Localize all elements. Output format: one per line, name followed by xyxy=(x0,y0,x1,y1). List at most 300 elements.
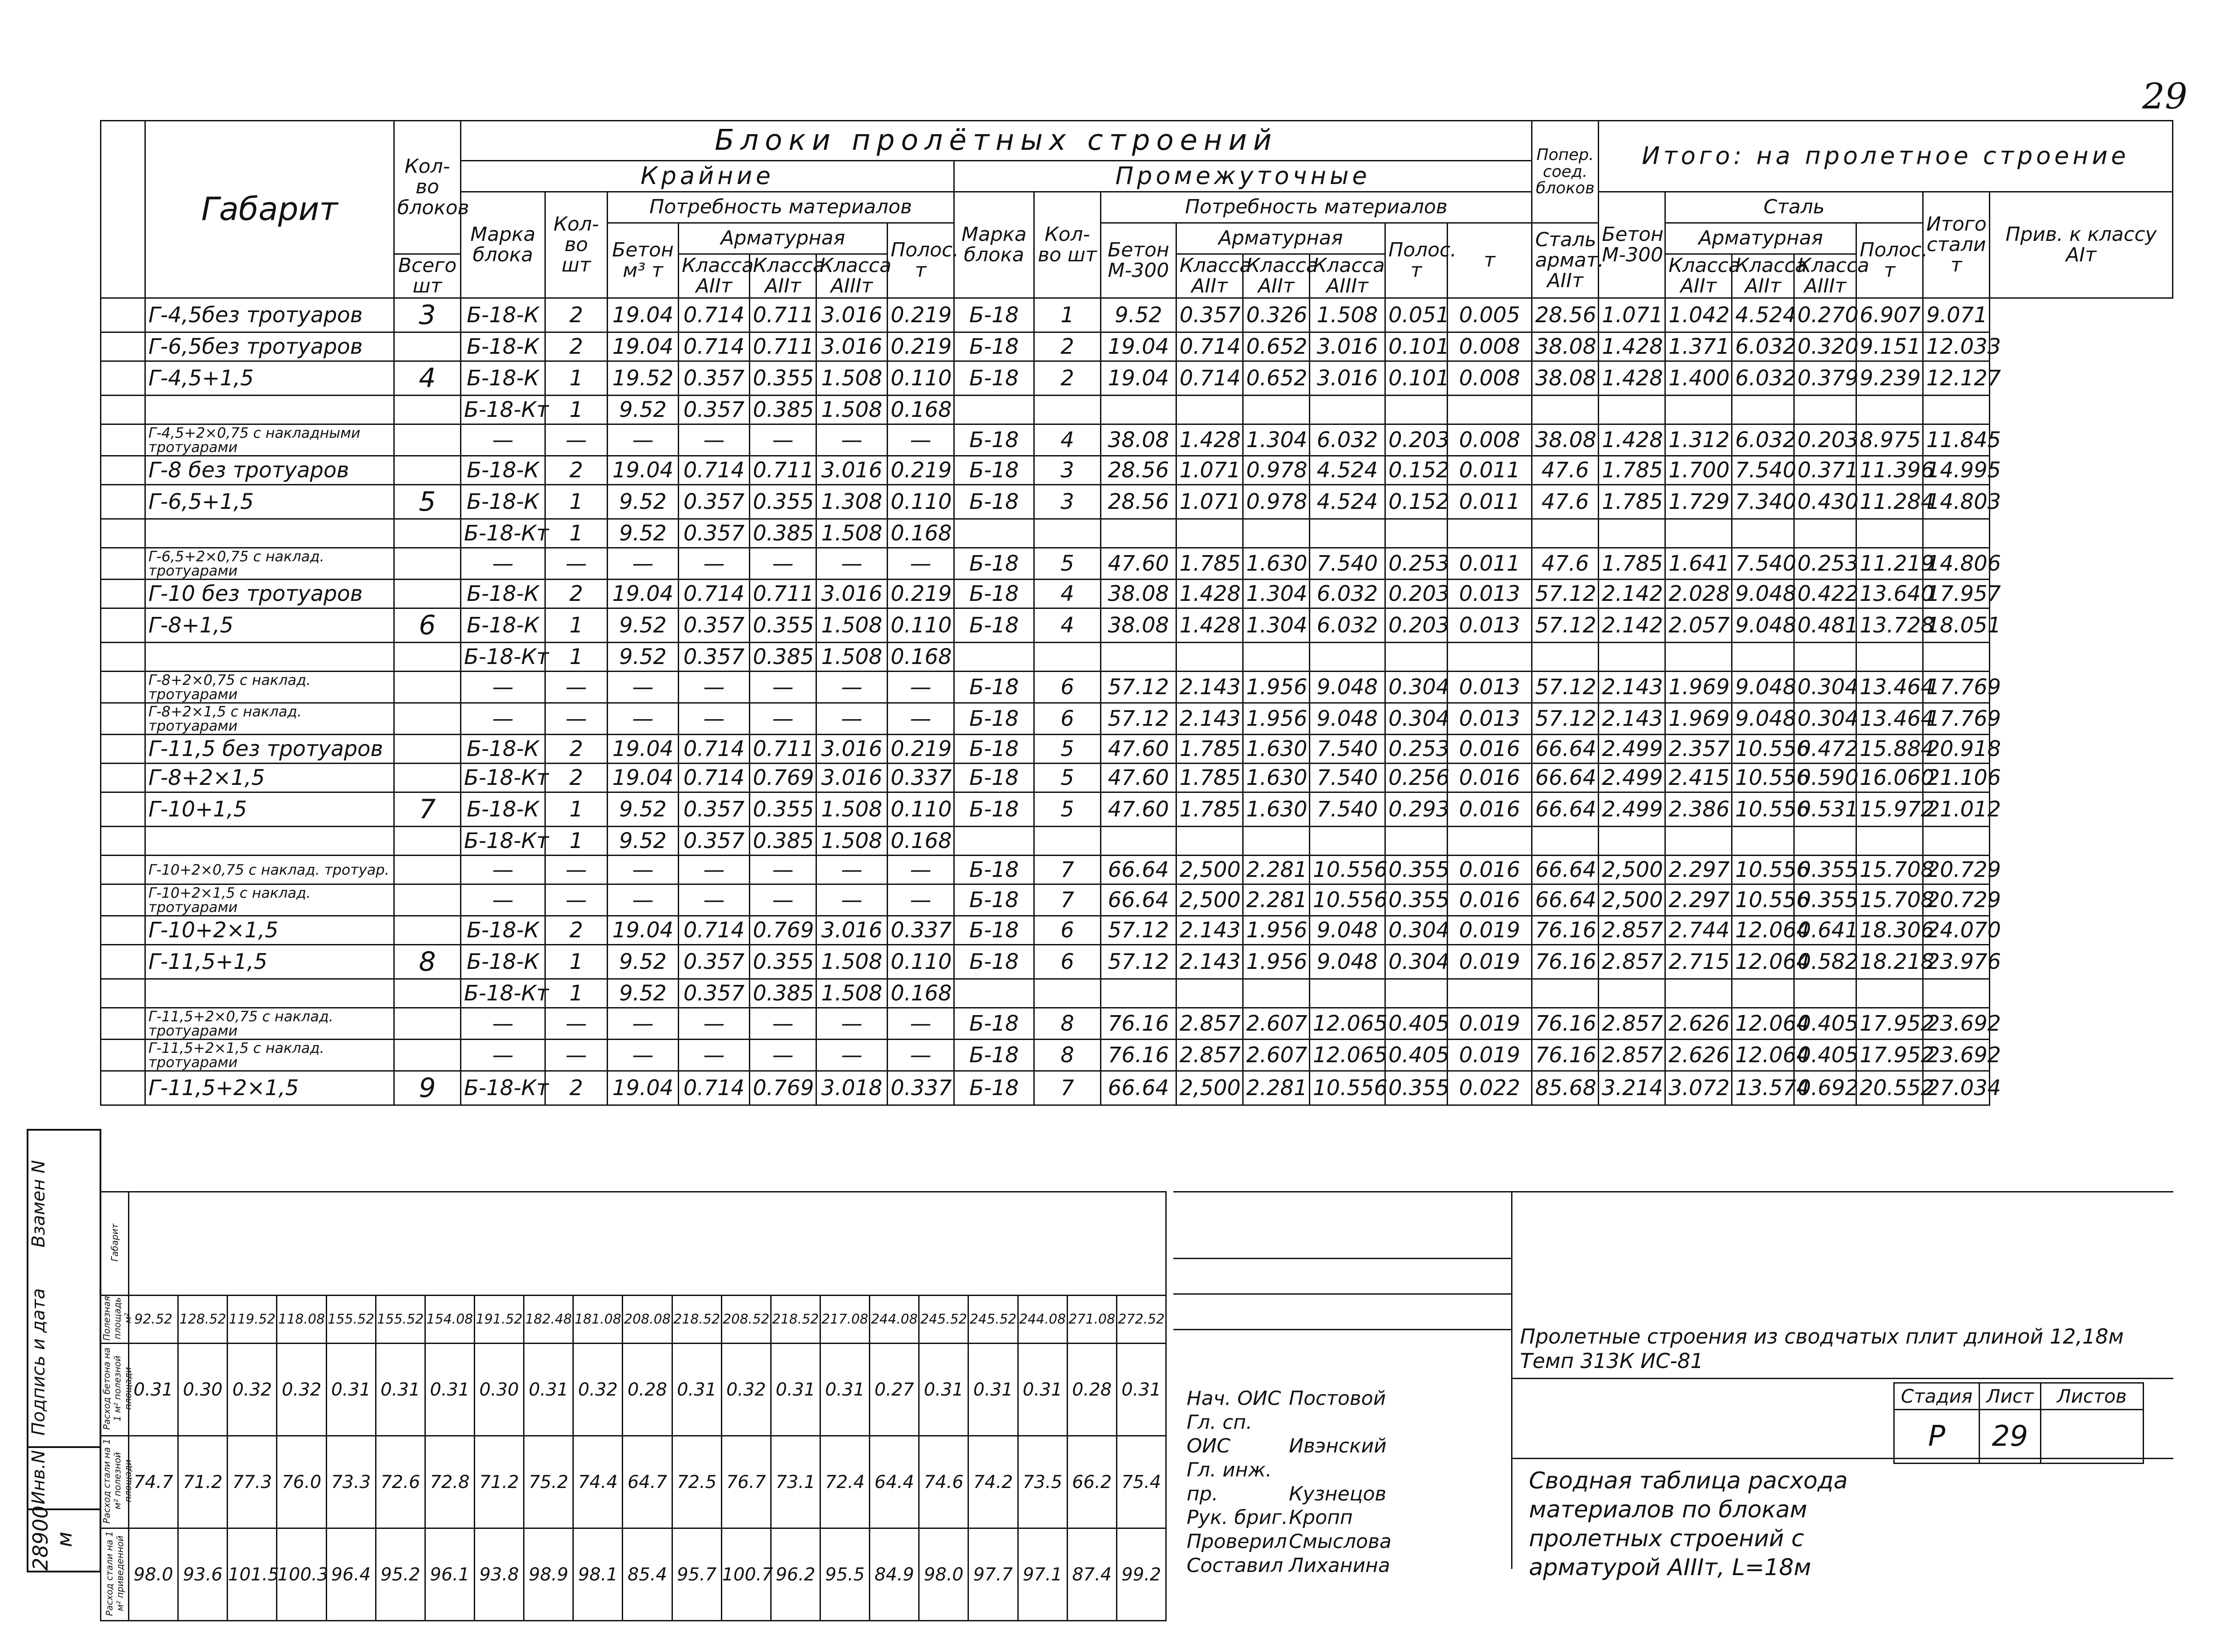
cell-c3: 3.016 xyxy=(1310,332,1385,361)
cell-s1: 2.142 xyxy=(1599,580,1665,608)
cell-b: 19.04 xyxy=(608,298,679,332)
stage-value: Р xyxy=(1894,1410,1980,1464)
cell-q: 1 xyxy=(545,485,608,519)
cell-a3: — xyxy=(816,672,888,703)
cell-tb: 85.68 xyxy=(1532,1071,1599,1105)
gabarit-cell xyxy=(145,643,394,672)
cell-tb: 66.64 xyxy=(1532,764,1599,792)
gabarit-cell: Г-10+2×1,5 с наклад. тротуарами xyxy=(145,884,394,916)
gabarit-cell: Г-4,5+2×0,75 с накладными тротуарами xyxy=(145,424,394,456)
summary-area-cell: 118.08 xyxy=(277,1296,326,1344)
cell-st: 18.218 xyxy=(1856,945,1923,979)
signature-role: Гл. инж. пр. xyxy=(1187,1459,1272,1505)
summary-steel-cell: 72.6 xyxy=(376,1436,425,1528)
cell-n xyxy=(394,916,461,945)
summary-concrete-cell: 0.32 xyxy=(277,1344,326,1436)
cell-p2: 0.253 xyxy=(1385,735,1448,764)
cell-sp xyxy=(1794,519,1856,548)
cell-s3 xyxy=(1732,643,1794,672)
page-number: 29 xyxy=(2142,76,2188,117)
cell-q2 xyxy=(1034,979,1101,1008)
edge-material-need-header: Потребность материалов xyxy=(608,192,954,223)
cell-tb: 57.12 xyxy=(1532,608,1599,643)
cell-a3: — xyxy=(816,884,888,916)
cell-m2: Б-18 xyxy=(954,332,1034,361)
row-number-cell xyxy=(101,361,145,396)
summary-area-cell: 217.08 xyxy=(820,1296,869,1344)
cell-st: 16.060 xyxy=(1856,764,1923,792)
cell-b: — xyxy=(608,856,679,884)
cell-a1: 0.714 xyxy=(679,916,750,945)
signature-role: Нач. ОИС xyxy=(1187,1387,1281,1410)
table-row xyxy=(101,1008,2173,1040)
qty-pcs2-header: Кол-во шт xyxy=(1034,192,1101,298)
cell-s3: 7.540 xyxy=(1732,456,1794,485)
cell-a1: 0.357 xyxy=(679,608,750,643)
cell-s2: 1.641 xyxy=(1665,548,1732,580)
cell-c1: 1.428 xyxy=(1176,580,1243,608)
summary-reduced-cell: 101.5 xyxy=(228,1528,277,1621)
summary-table xyxy=(100,1191,1167,1621)
cell-t: 0.008 xyxy=(1448,361,1532,396)
cell-mk: — xyxy=(461,424,545,456)
row-number-cell xyxy=(101,979,145,1008)
cell-tb xyxy=(1532,979,1599,1008)
cell-s1 xyxy=(1599,979,1665,1008)
cell-st: 11.219 xyxy=(1856,548,1923,580)
cell-p2: 0.253 xyxy=(1385,548,1448,580)
cell-q2: 5 xyxy=(1034,792,1101,827)
cell-q2: 6 xyxy=(1034,703,1101,735)
cell-sp: 0.253 xyxy=(1794,548,1856,580)
cell-q: 2 xyxy=(545,332,608,361)
cell-t: 0.019 xyxy=(1448,916,1532,945)
cell-m2: Б-18 xyxy=(954,1071,1034,1105)
table-row xyxy=(101,735,2173,764)
cell-st: 15.708 xyxy=(1856,884,1923,916)
summary-steel-cell: 71.2 xyxy=(474,1436,524,1528)
cell-c3: 4.524 xyxy=(1310,485,1385,519)
summary-steel-cell: 66.2 xyxy=(1067,1436,1116,1528)
cell-n: 6 xyxy=(394,608,461,643)
row-number-cell xyxy=(101,827,145,856)
cell-st: 17.952 xyxy=(1856,1008,1923,1040)
cell-a1: — xyxy=(679,1008,750,1040)
cell-s3: 6.032 xyxy=(1732,332,1794,361)
cell-pr: 20.729 xyxy=(1923,884,1990,916)
cell-s1: 3.214 xyxy=(1599,1071,1665,1105)
cell-mk: Б-18-Кт xyxy=(461,827,545,856)
cell-p: 0.168 xyxy=(888,519,954,548)
row-number-cell xyxy=(101,519,145,548)
cell-t: 0.008 xyxy=(1448,332,1532,361)
total-a2b-header: Класса АIIт xyxy=(1732,254,1794,298)
cell-n: 9 xyxy=(394,1071,461,1105)
cell-mk: — xyxy=(461,672,545,703)
summary-area-cell: 155.52 xyxy=(376,1296,425,1344)
cell-t: 0.013 xyxy=(1448,672,1532,703)
cell-p: 0.110 xyxy=(888,792,954,827)
cell-mk: Б-18-Кт xyxy=(461,979,545,1008)
cell-n xyxy=(394,764,461,792)
cell-c3: 6.032 xyxy=(1310,424,1385,456)
cell-s2: 1.729 xyxy=(1665,485,1732,519)
summary-gabarit-row xyxy=(129,1192,1166,1296)
cell-s2: 1.969 xyxy=(1665,672,1732,703)
cell-s3: 6.032 xyxy=(1732,361,1794,396)
row-number-cell xyxy=(101,916,145,945)
cell-p: — xyxy=(888,1040,954,1071)
summary-concrete-cell: 0.31 xyxy=(1018,1344,1067,1436)
summary-reduced-cell: 97.1 xyxy=(1018,1528,1067,1621)
summary-area-cell: 218.52 xyxy=(672,1296,721,1344)
cell-sp: 0.430 xyxy=(1794,485,1856,519)
table-row xyxy=(101,485,2173,519)
cell-st: 11.284 xyxy=(1856,485,1923,519)
inv-number: 28900 м xyxy=(28,1508,100,1572)
cell-t: 0.005 xyxy=(1448,298,1532,332)
cell-b2 xyxy=(1101,979,1176,1008)
cell-pr: 17.957 xyxy=(1923,580,1990,608)
cell-t: 0.019 xyxy=(1448,1040,1532,1071)
cell-t: 0.022 xyxy=(1448,1071,1532,1105)
summary-concrete-cell: 0.28 xyxy=(1067,1344,1116,1436)
cell-sp: 0.582 xyxy=(1794,945,1856,979)
cell-c3: 7.540 xyxy=(1310,548,1385,580)
gabarit-cell: Г-8+2×1,5 xyxy=(145,764,394,792)
cell-mk: Б-18-К xyxy=(461,361,545,396)
cell-q2: 7 xyxy=(1034,1071,1101,1105)
table-row xyxy=(101,396,2173,424)
cell-c2: 0.652 xyxy=(1243,361,1310,396)
cell-q2: 1 xyxy=(1034,298,1101,332)
cell-b2: 76.16 xyxy=(1101,1008,1176,1040)
cell-c3: 9.048 xyxy=(1310,672,1385,703)
cell-q2: 4 xyxy=(1034,580,1101,608)
cell-n xyxy=(394,548,461,580)
mark-block-header: Марка блока xyxy=(461,192,545,298)
cell-a2: 0.769 xyxy=(750,916,816,945)
summary-concrete-cell: 0.31 xyxy=(1116,1344,1166,1436)
cell-b2: 38.08 xyxy=(1101,580,1176,608)
summary-steel-cell: 77.3 xyxy=(228,1436,277,1528)
table-row xyxy=(101,298,2173,332)
row-number-cell xyxy=(101,735,145,764)
cell-c1 xyxy=(1176,396,1243,424)
cell-a2: 0.385 xyxy=(750,396,816,424)
table-row xyxy=(101,608,2173,643)
cell-b2: 38.08 xyxy=(1101,608,1176,643)
cell-p2: 0.355 xyxy=(1385,884,1448,916)
cell-pr: 23.976 xyxy=(1923,945,1990,979)
cell-c2: 0.652 xyxy=(1243,332,1310,361)
cell-pr xyxy=(1923,979,1990,1008)
cell-n xyxy=(394,979,461,1008)
cell-st: 15.708 xyxy=(1856,856,1923,884)
cell-t: 0.011 xyxy=(1448,548,1532,580)
summary-concrete-cell: 0.27 xyxy=(870,1344,919,1436)
cell-c1: 1.785 xyxy=(1176,792,1243,827)
table-row xyxy=(101,979,2173,1008)
cell-a1: 0.357 xyxy=(679,361,750,396)
cell-c1: 0.714 xyxy=(1176,361,1243,396)
cell-b: — xyxy=(608,703,679,735)
cell-pr xyxy=(1923,396,1990,424)
cell-t: 0.011 xyxy=(1448,485,1532,519)
cell-s3 xyxy=(1732,519,1794,548)
cell-q2: 6 xyxy=(1034,672,1101,703)
cell-t xyxy=(1448,396,1532,424)
cell-n xyxy=(394,856,461,884)
cell-p: — xyxy=(888,548,954,580)
cell-pr: 14.995 xyxy=(1923,456,1990,485)
cell-c1 xyxy=(1176,827,1243,856)
summary-reduced-cell: 87.4 xyxy=(1067,1528,1116,1621)
cell-b2 xyxy=(1101,827,1176,856)
cell-n: 5 xyxy=(394,485,461,519)
cell-b: 19.04 xyxy=(608,735,679,764)
row-number-cell xyxy=(101,884,145,916)
cell-mk: Б-18-Кт xyxy=(461,764,545,792)
cell-c1: 2.857 xyxy=(1176,1008,1243,1040)
summary-label-area: Полезная площадь м² xyxy=(101,1296,133,1341)
cell-sp: 0.355 xyxy=(1794,856,1856,884)
summary-label-concrete: Расход бетона на 1 м² полезной площади xyxy=(101,1347,133,1430)
cell-st: 15.884 xyxy=(1856,735,1923,764)
cell-s1: 1.785 xyxy=(1599,548,1665,580)
row-number-cell xyxy=(101,1040,145,1071)
cell-m2: Б-18 xyxy=(954,485,1034,519)
cell-c3 xyxy=(1310,979,1385,1008)
cell-c2: 2.281 xyxy=(1243,1071,1310,1105)
cell-s1: 1.428 xyxy=(1599,332,1665,361)
gabarit-cell: Г-11,5+2×1,5 с наклад. тротуарами xyxy=(145,1040,394,1071)
cell-st: 18.306 xyxy=(1856,916,1923,945)
cell-s1: 1.785 xyxy=(1599,485,1665,519)
cell-tb: 38.08 xyxy=(1532,332,1599,361)
cell-mk: — xyxy=(461,1008,545,1040)
cell-a1: 0.714 xyxy=(679,1071,750,1105)
cell-a1: — xyxy=(679,703,750,735)
gabarit-cell: Г-11,5+2×0,75 с наклад. тротуарами xyxy=(145,1008,394,1040)
cell-b2: 57.12 xyxy=(1101,916,1176,945)
cell-s1 xyxy=(1599,643,1665,672)
cell-c2 xyxy=(1243,827,1310,856)
row-number-cell xyxy=(101,703,145,735)
cell-b: 19.04 xyxy=(608,580,679,608)
summary-steel-cell: 75.2 xyxy=(524,1436,573,1528)
cell-m2: Б-18 xyxy=(954,1040,1034,1071)
cell-p: 0.337 xyxy=(888,1071,954,1105)
cell-a3: 3.016 xyxy=(816,580,888,608)
cell-b: 9.52 xyxy=(608,945,679,979)
table-row xyxy=(101,1071,2173,1105)
summary-reduced-cell: 95.2 xyxy=(376,1528,425,1621)
cell-m2: Б-18 xyxy=(954,945,1034,979)
cell-a1: — xyxy=(679,884,750,916)
cell-c2: 2.281 xyxy=(1243,884,1310,916)
cell-s1: 2.857 xyxy=(1599,945,1665,979)
cell-s2: 2.028 xyxy=(1665,580,1732,608)
cell-st: 11.396 xyxy=(1856,456,1923,485)
cell-s2: 2.715 xyxy=(1665,945,1732,979)
summary-reduced-cell: 93.6 xyxy=(178,1528,228,1621)
cell-st xyxy=(1856,827,1923,856)
cell-m2 xyxy=(954,827,1034,856)
cell-m2: Б-18 xyxy=(954,703,1034,735)
cell-a3: 1.508 xyxy=(816,519,888,548)
cell-a1: — xyxy=(679,672,750,703)
cell-b: 9.52 xyxy=(608,979,679,1008)
summary-area-cell: 92.52 xyxy=(129,1296,178,1344)
cell-s3: 6.032 xyxy=(1732,424,1794,456)
summary-reduced-cell: 96.1 xyxy=(425,1528,474,1621)
cell-q2: 7 xyxy=(1034,856,1101,884)
cell-q: — xyxy=(545,884,608,916)
summary-concrete-cell: 0.32 xyxy=(228,1344,277,1436)
cell-p: 0.110 xyxy=(888,608,954,643)
cell-p: — xyxy=(888,703,954,735)
cell-t: 0.016 xyxy=(1448,764,1532,792)
cell-t: 0.008 xyxy=(1448,424,1532,456)
cell-q: 2 xyxy=(545,456,608,485)
cell-pr: 21.106 xyxy=(1923,764,1990,792)
transverse-steel-header: Сталь армат. АIIт xyxy=(1532,223,1599,298)
cell-p: 0.168 xyxy=(888,979,954,1008)
cell-pr: 23.692 xyxy=(1923,1008,1990,1040)
cell-s2: 2.626 xyxy=(1665,1040,1732,1071)
summary-reduced-cell: 95.7 xyxy=(672,1528,721,1621)
gabarit-cell: Г-6,5+2×0,75 с наклад. тротуарами xyxy=(145,548,394,580)
cell-q: 1 xyxy=(545,396,608,424)
cell-m2: Б-18 xyxy=(954,548,1034,580)
cell-a2: 0.385 xyxy=(750,827,816,856)
row-number-cell xyxy=(101,396,145,424)
cell-s1: 2.499 xyxy=(1599,735,1665,764)
summary-concrete-cell: 0.31 xyxy=(919,1344,968,1436)
cell-st: 13.464 xyxy=(1856,703,1923,735)
cell-sp xyxy=(1794,643,1856,672)
total-steel-header: Сталь xyxy=(1665,192,1923,223)
inv-label: Инв.N xyxy=(28,1446,100,1510)
row-number-cell xyxy=(101,456,145,485)
cell-c1: 2.143 xyxy=(1176,945,1243,979)
cell-s3: 10.556 xyxy=(1732,792,1794,827)
cell-p: — xyxy=(888,424,954,456)
cell-n xyxy=(394,735,461,764)
summary-steel-cell: 72.8 xyxy=(425,1436,474,1528)
summary-steel-cell: 74.7 xyxy=(129,1436,178,1528)
mark-block2-header: Марка блока xyxy=(954,192,1034,298)
gabarit-cell: Г-10+1,5 xyxy=(145,792,394,827)
cell-q: 1 xyxy=(545,979,608,1008)
cell-a2: 0.355 xyxy=(750,945,816,979)
gabarit-cell: Г-8+2×0,75 с наклад. тротуарами xyxy=(145,672,394,703)
cell-tb: 57.12 xyxy=(1532,703,1599,735)
cell-p2 xyxy=(1385,979,1448,1008)
cell-mk: — xyxy=(461,856,545,884)
cell-sp: 0.379 xyxy=(1794,361,1856,396)
cell-n xyxy=(394,1040,461,1071)
cell-tb: 66.64 xyxy=(1532,884,1599,916)
cell-b: 19.52 xyxy=(608,361,679,396)
cell-p2: 0.304 xyxy=(1385,703,1448,735)
cell-p2: 0.293 xyxy=(1385,792,1448,827)
signature-role: Гл. сп. ОИС xyxy=(1187,1411,1252,1458)
cell-t: 0.016 xyxy=(1448,735,1532,764)
cell-b: 9.52 xyxy=(608,827,679,856)
cell-q: 1 xyxy=(545,643,608,672)
cell-b: 9.52 xyxy=(608,396,679,424)
cell-st: 20.552 xyxy=(1856,1071,1923,1105)
cell-q2: 5 xyxy=(1034,548,1101,580)
cell-a1: 0.357 xyxy=(679,519,750,548)
cell-m2: Б-18 xyxy=(954,884,1034,916)
cell-tb: 57.12 xyxy=(1532,580,1599,608)
row-number-cell xyxy=(101,764,145,792)
cell-n xyxy=(394,332,461,361)
cell-c1: 1.428 xyxy=(1176,608,1243,643)
cell-b2: 66.64 xyxy=(1101,1071,1176,1105)
table-row xyxy=(101,1040,2173,1071)
cell-m2: Б-18 xyxy=(954,298,1034,332)
cell-pr: 24.070 xyxy=(1923,916,1990,945)
cell-s2: 2.297 xyxy=(1665,884,1732,916)
cell-a2: 0.711 xyxy=(750,580,816,608)
table-row xyxy=(101,916,2173,945)
cell-mk: — xyxy=(461,703,545,735)
cell-p2: 0.203 xyxy=(1385,580,1448,608)
table-row xyxy=(101,643,2173,672)
cell-st: 8.975 xyxy=(1856,424,1923,456)
summary-concrete-cell: 0.31 xyxy=(771,1344,820,1436)
cell-t: 0.016 xyxy=(1448,856,1532,884)
cell-m2: Б-18 xyxy=(954,608,1034,643)
cell-t: 0.013 xyxy=(1448,580,1532,608)
cell-a3: 3.016 xyxy=(816,332,888,361)
cell-a3: — xyxy=(816,1008,888,1040)
summary-label-reduced: Расход стали на 1 м² приведенной xyxy=(104,1531,125,1616)
cell-s1: 2.857 xyxy=(1599,916,1665,945)
row-number-cell xyxy=(101,424,145,456)
int-a2-header: Класса АIIт xyxy=(1176,254,1243,298)
cell-tb: 66.64 xyxy=(1532,856,1599,884)
gabarit-cell: Г-4,5без тротуаров xyxy=(145,298,394,332)
int-concrete-header: Бетон М-300 xyxy=(1101,223,1176,298)
cell-c3: 12.065 xyxy=(1310,1040,1385,1071)
summary-reduced-cell: 85.4 xyxy=(623,1528,672,1621)
cell-c2: 0.326 xyxy=(1243,298,1310,332)
cell-p2: 0.304 xyxy=(1385,945,1448,979)
cell-s2 xyxy=(1665,643,1732,672)
summary-reduced-cell: 99.2 xyxy=(1116,1528,1166,1621)
cell-s2: 3.072 xyxy=(1665,1071,1732,1105)
cell-q2: 2 xyxy=(1034,361,1101,396)
edge-header: Крайние xyxy=(461,161,954,192)
sheets-header: Листов xyxy=(2040,1383,2143,1410)
cell-s1: 2.142 xyxy=(1599,608,1665,643)
gabarit-cell xyxy=(145,827,394,856)
table-row xyxy=(101,764,2173,792)
cell-q2: 8 xyxy=(1034,1008,1101,1040)
gabarit-cell: Г-11,5 без тротуаров xyxy=(145,735,394,764)
cell-tb xyxy=(1532,827,1599,856)
cell-pr: 14.806 xyxy=(1923,548,1990,580)
summary-steel-cell: 73.3 xyxy=(326,1436,376,1528)
summary-reduced-cell: 98.0 xyxy=(919,1528,968,1621)
gabarit-cell: Г-11,5+1,5 xyxy=(145,945,394,979)
row-number-cell xyxy=(101,1071,145,1105)
